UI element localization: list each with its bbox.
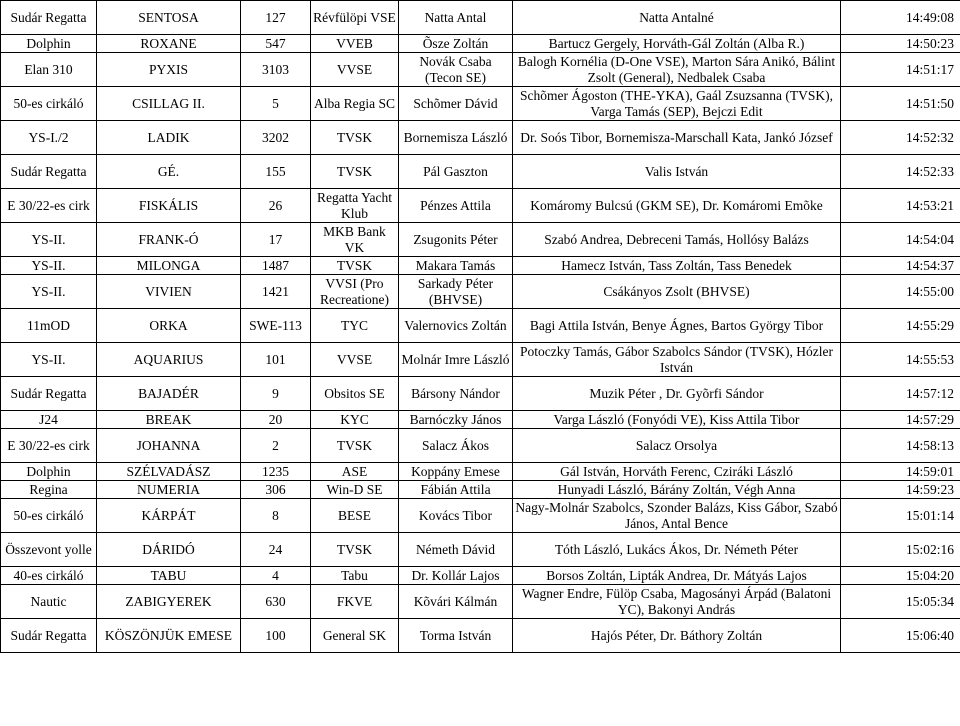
table-row — [1, 343, 960, 377]
boat-cell: AQUARIUS — [97, 343, 241, 377]
class-cell: Regina — [1, 481, 97, 499]
crew-cell: Bartucz Gergely, Horváth-Gál Zoltán (Alba R.) — [513, 35, 841, 53]
skipper-cell: Molnár Imre László — [399, 343, 513, 377]
class-cell: Összevont yolle — [1, 533, 97, 567]
finish-time-cell: 15:02:16 — [841, 533, 960, 567]
boat-cell: KÖSZÖNJÜK EMESE — [97, 619, 241, 653]
boat-cell: CSILLAG II. — [97, 87, 241, 121]
table-row — [1, 585, 960, 619]
class-cell: Dolphin — [1, 35, 97, 53]
table-row — [1, 309, 960, 343]
table-row — [1, 377, 960, 411]
club-cell: Obsitos SE — [311, 377, 399, 411]
skipper-cell: Dr. Kollár Lajos — [399, 567, 513, 585]
club-cell: General SK — [311, 619, 399, 653]
table-row — [1, 619, 960, 653]
club-cell: VVSE — [311, 343, 399, 377]
club-cell: Win-D SE — [311, 481, 399, 499]
class-cell: YS-II. — [1, 343, 97, 377]
sail-number-cell: 24 — [241, 533, 311, 567]
club-cell: Regatta Yacht Klub — [311, 189, 399, 223]
crew-cell: Dr. Soós Tibor, Bornemisza-Marschall Kata, Jankó József — [513, 121, 841, 155]
crew-cell: Salacz Orsolya — [513, 429, 841, 463]
class-cell: Sudár Regatta — [1, 377, 97, 411]
class-cell: 50-es cirkáló — [1, 87, 97, 121]
boat-cell: JOHANNA — [97, 429, 241, 463]
class-cell: Elan 310 — [1, 53, 97, 87]
club-cell: TVSK — [311, 155, 399, 189]
class-cell: Dolphin — [1, 463, 97, 481]
skipper-cell: Salacz Ákos — [399, 429, 513, 463]
club-cell: Tabu — [311, 567, 399, 585]
finish-time-cell: 15:05:34 — [841, 585, 960, 619]
skipper-cell: Bornemisza László — [399, 121, 513, 155]
finish-time-cell: 15:06:40 — [841, 619, 960, 653]
boat-cell: KÁRPÁT — [97, 499, 241, 533]
sail-number-cell: 3103 — [241, 53, 311, 87]
club-cell: FKVE — [311, 585, 399, 619]
crew-cell: Komáromy Bulcsú (GKM SE), Dr. Komáromi Emõke — [513, 189, 841, 223]
sail-number-cell: 2 — [241, 429, 311, 463]
sail-number-cell: 127 — [241, 1, 311, 35]
sail-number-cell: 100 — [241, 619, 311, 653]
class-cell: YS-II. — [1, 223, 97, 257]
crew-cell: Potoczky Tamás, Gábor Szabolcs Sándor (TVSK), Hózler István — [513, 343, 841, 377]
table-row — [1, 567, 960, 585]
club-cell: Alba Regia SC — [311, 87, 399, 121]
crew-cell: Hunyadi László, Bárány Zoltán, Végh Anna — [513, 481, 841, 499]
finish-time-cell: 14:52:32 — [841, 121, 960, 155]
sail-number-cell: 547 — [241, 35, 311, 53]
boat-cell: SZÉLVADÁSZ — [97, 463, 241, 481]
finish-time-cell: 14:53:21 — [841, 189, 960, 223]
table-row — [1, 155, 960, 189]
crew-cell: Schõmer Ágoston (THE-YKA), Gaál Zsuzsanna (TVSK), Varga Tamás (SEP), Bejczi Edit — [513, 87, 841, 121]
table-row — [1, 481, 960, 499]
sail-number-cell: SWE-113 — [241, 309, 311, 343]
club-cell: TVSK — [311, 257, 399, 275]
boat-cell: BREAK — [97, 411, 241, 429]
finish-time-cell: 15:01:14 — [841, 499, 960, 533]
sail-number-cell: 1235 — [241, 463, 311, 481]
table-row — [1, 275, 960, 309]
finish-time-cell: 14:54:04 — [841, 223, 960, 257]
crew-cell: Valis István — [513, 155, 841, 189]
results-body — [1, 1, 960, 653]
club-cell: TYC — [311, 309, 399, 343]
club-cell: ASE — [311, 463, 399, 481]
boat-cell: DÁRIDÓ — [97, 533, 241, 567]
skipper-cell: Natta Antal — [399, 1, 513, 35]
boat-cell: MILONGA — [97, 257, 241, 275]
skipper-cell: Zsugonits Péter — [399, 223, 513, 257]
boat-cell: ORKA — [97, 309, 241, 343]
table-row — [1, 189, 960, 223]
finish-time-cell: 14:52:33 — [841, 155, 960, 189]
class-cell: YS-II. — [1, 257, 97, 275]
sail-number-cell: 306 — [241, 481, 311, 499]
finish-time-cell: 14:57:29 — [841, 411, 960, 429]
sail-number-cell: 17 — [241, 223, 311, 257]
club-cell: KYC — [311, 411, 399, 429]
crew-cell: Borsos Zoltán, Lipták Andrea, Dr. Mátyás Lajos — [513, 567, 841, 585]
sail-number-cell: 26 — [241, 189, 311, 223]
crew-cell: Hamecz István, Tass Zoltán, Tass Benedek — [513, 257, 841, 275]
sail-number-cell: 4 — [241, 567, 311, 585]
boat-cell: FRANK-Ó — [97, 223, 241, 257]
finish-time-cell: 14:51:17 — [841, 53, 960, 87]
skipper-cell: Kõvári Kálmán — [399, 585, 513, 619]
skipper-cell: Németh Dávid — [399, 533, 513, 567]
class-cell: Sudár Regatta — [1, 619, 97, 653]
finish-time-cell: 14:50:23 — [841, 35, 960, 53]
finish-time-cell: 14:49:08 — [841, 1, 960, 35]
class-cell: 40-es cirkáló — [1, 567, 97, 585]
club-cell: VVSI (Pro Recreatione) — [311, 275, 399, 309]
skipper-cell: Torma István — [399, 619, 513, 653]
crew-cell: Muzik Péter , Dr. Gyõrfi Sándor — [513, 377, 841, 411]
table-row — [1, 35, 960, 53]
class-cell: Nautic — [1, 585, 97, 619]
crew-cell: Varga László (Fonyódi VE), Kiss Attila Tibor — [513, 411, 841, 429]
boat-cell: SENTOSA — [97, 1, 241, 35]
boat-cell: TABU — [97, 567, 241, 585]
club-cell: TVSK — [311, 429, 399, 463]
table-row — [1, 411, 960, 429]
club-cell: MKB Bank VK — [311, 223, 399, 257]
boat-cell: PYXIS — [97, 53, 241, 87]
finish-time-cell: 14:59:23 — [841, 481, 960, 499]
club-cell: TVSK — [311, 533, 399, 567]
sail-number-cell: 5 — [241, 87, 311, 121]
sail-number-cell: 630 — [241, 585, 311, 619]
crew-cell: Natta Antalné — [513, 1, 841, 35]
boat-cell: NUMERIA — [97, 481, 241, 499]
finish-time-cell: 14:59:01 — [841, 463, 960, 481]
table-row — [1, 533, 960, 567]
class-cell: E 30/22-es cirk — [1, 429, 97, 463]
skipper-cell: Valernovics Zoltán — [399, 309, 513, 343]
finish-time-cell: 14:55:29 — [841, 309, 960, 343]
crew-cell: Balogh Kornélia (D-One VSE), Marton Sára Anikó, Bálint Zsolt (General), Nedbalek Csaba — [513, 53, 841, 87]
boat-cell: FISKÁLIS — [97, 189, 241, 223]
crew-cell: Gál István, Horváth Ferenc, Cziráki László — [513, 463, 841, 481]
skipper-cell: Kovács Tibor — [399, 499, 513, 533]
class-cell: 50-es cirkáló — [1, 499, 97, 533]
finish-time-cell: 14:54:37 — [841, 257, 960, 275]
skipper-cell: Õsze Zoltán — [399, 35, 513, 53]
crew-cell: Hajós Péter, Dr. Báthory Zoltán — [513, 619, 841, 653]
sail-number-cell: 101 — [241, 343, 311, 377]
finish-time-cell: 14:51:50 — [841, 87, 960, 121]
crew-cell: Nagy-Molnár Szabolcs, Szonder Balázs, Kiss Gábor, Szabó János, Antal Bence — [513, 499, 841, 533]
skipper-cell: Bársony Nándor — [399, 377, 513, 411]
skipper-cell: Novák Csaba (Tecon SE) — [399, 53, 513, 87]
skipper-cell: Fábián Attila — [399, 481, 513, 499]
club-cell: VVEB — [311, 35, 399, 53]
boat-cell: ZABIGYEREK — [97, 585, 241, 619]
sail-number-cell: 8 — [241, 499, 311, 533]
table-row — [1, 223, 960, 257]
club-cell: TVSK — [311, 121, 399, 155]
table-row — [1, 1, 960, 35]
boat-cell: VIVIEN — [97, 275, 241, 309]
crew-cell: Tóth László, Lukács Ákos, Dr. Németh Péter — [513, 533, 841, 567]
club-cell: VVSE — [311, 53, 399, 87]
class-cell: E 30/22-es cirk — [1, 189, 97, 223]
finish-time-cell: 15:04:20 — [841, 567, 960, 585]
crew-cell: Szabó Andrea, Debreceni Tamás, Hollósy Balázs — [513, 223, 841, 257]
table-row — [1, 53, 960, 87]
boat-cell: GÉ. — [97, 155, 241, 189]
skipper-cell: Sarkady Péter (BHVSE) — [399, 275, 513, 309]
finish-time-cell: 14:58:13 — [841, 429, 960, 463]
table-row — [1, 463, 960, 481]
class-cell: J24 — [1, 411, 97, 429]
skipper-cell: Schõmer Dávid — [399, 87, 513, 121]
skipper-cell: Pénzes Attila — [399, 189, 513, 223]
boat-cell: BAJADÉR — [97, 377, 241, 411]
table-row — [1, 499, 960, 533]
boat-cell: ROXANE — [97, 35, 241, 53]
crew-cell: Wagner Endre, Fülöp Csaba, Magosányi Árpád (Balatoni YC), Bakonyi András — [513, 585, 841, 619]
table-row — [1, 121, 960, 155]
sail-number-cell: 1487 — [241, 257, 311, 275]
sail-number-cell: 1421 — [241, 275, 311, 309]
sail-number-cell: 20 — [241, 411, 311, 429]
crew-cell: Csákányos Zsolt (BHVSE) — [513, 275, 841, 309]
sail-number-cell: 3202 — [241, 121, 311, 155]
class-cell: 11mOD — [1, 309, 97, 343]
skipper-cell: Barnóczky János — [399, 411, 513, 429]
crew-cell: Bagi Attila István, Benye Ágnes, Bartos György Tibor — [513, 309, 841, 343]
sail-number-cell: 155 — [241, 155, 311, 189]
finish-time-cell: 14:55:00 — [841, 275, 960, 309]
club-cell: BESE — [311, 499, 399, 533]
finish-time-cell: 14:57:12 — [841, 377, 960, 411]
skipper-cell: Koppány Emese — [399, 463, 513, 481]
skipper-cell: Makara Tamás — [399, 257, 513, 275]
skipper-cell: Pál Gaszton — [399, 155, 513, 189]
table-row — [1, 257, 960, 275]
table-row — [1, 87, 960, 121]
class-cell: YS-I./2 — [1, 121, 97, 155]
club-cell: Révfülöpi VSE — [311, 1, 399, 35]
class-cell: Sudár Regatta — [1, 155, 97, 189]
class-cell: Sudár Regatta — [1, 1, 97, 35]
class-cell: YS-II. — [1, 275, 97, 309]
finish-time-cell: 14:55:53 — [841, 343, 960, 377]
table-row — [1, 429, 960, 463]
boat-cell: LADIK — [97, 121, 241, 155]
sail-number-cell: 9 — [241, 377, 311, 411]
